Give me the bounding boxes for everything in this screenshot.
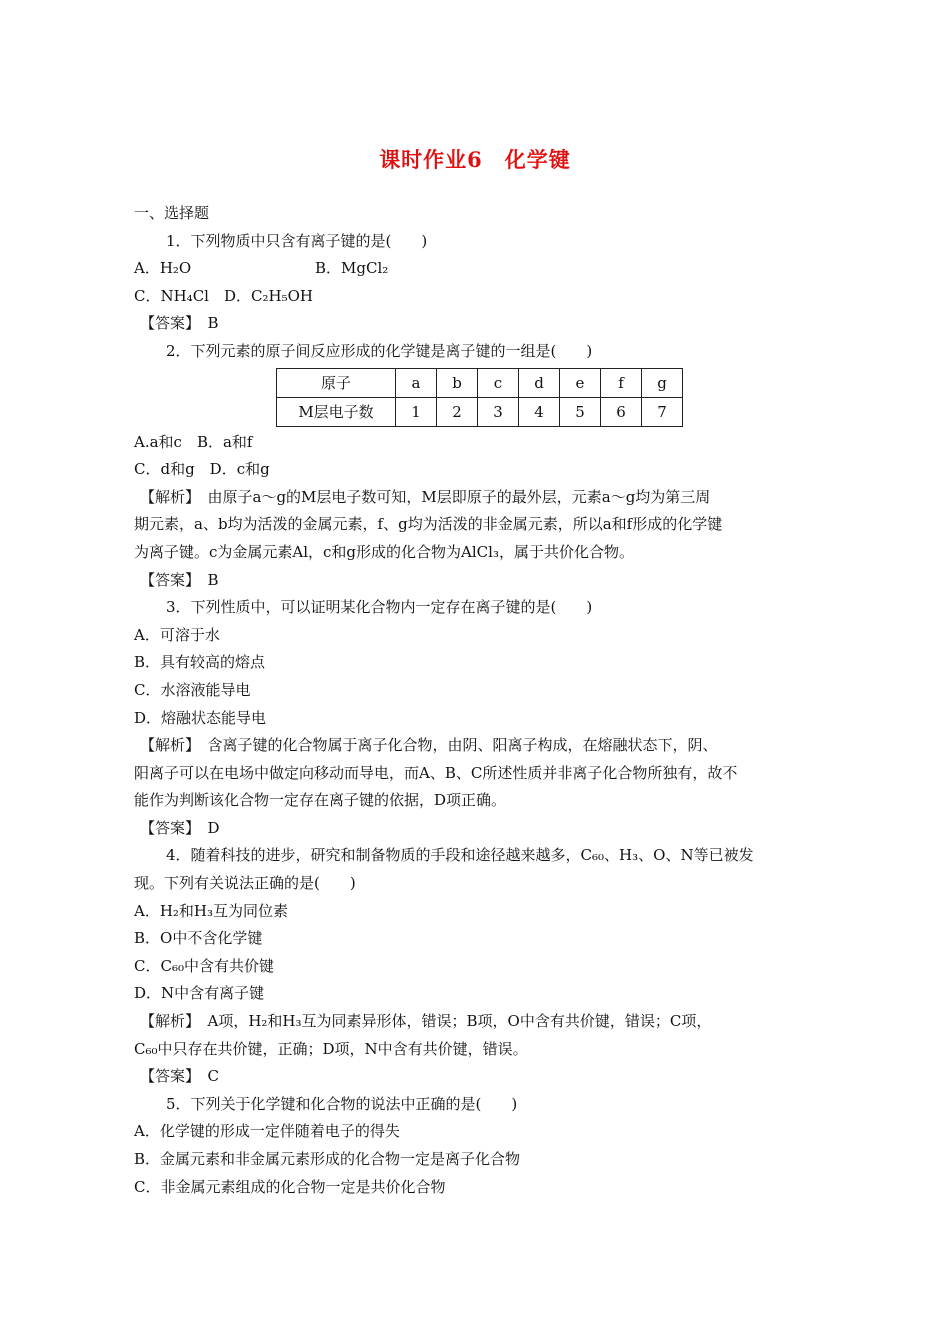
q5-option-a: A．化学键的形成一定伴随着电子的得失 — [134, 1122, 400, 1141]
table-cell: b — [437, 368, 478, 397]
q4-option-b: B．O中不含化学键 — [134, 929, 263, 948]
q1-options-cd: C．NH₄Cl D．C₂H₅OH — [134, 286, 313, 305]
table-cell: e — [560, 368, 601, 397]
q2-explanation-line-3: 为离子键。c为金属元素Al，c和g形成的化合物为AlCl₃，属于共价化合物。 — [134, 542, 634, 561]
q4-explanation-line-1: 【解析】 A项，H₂和H₃互为同素异形体，错误；B项，O中含有共价键，错误；C项， — [140, 1012, 712, 1031]
q2-explanation-line-1: 【解析】 由原子a～g的M层电子数可知，M层即原子的最外层，元素a～g均为第三周 — [140, 487, 711, 506]
document-body — [134, 200, 824, 1201]
table-cell: f — [601, 368, 642, 397]
q4-option-c: C．C₆₀中含有共价键 — [134, 956, 274, 975]
table-header-cell: M层电子数 — [277, 397, 396, 426]
q4-option-d: D．N中含有离子键 — [134, 984, 265, 1003]
q3-option-c: C．水溶液能导电 — [134, 680, 251, 699]
table-header-cell: 原子 — [277, 368, 396, 397]
q5-option-b: B．金属元素和非金属元素形成的化合物一定是离子化合物 — [134, 1150, 521, 1168]
table-cell: 6 — [601, 397, 642, 426]
q3-stem: 3．下列性质中，可以证明某化合物内一定存在离子键的是( ) — [166, 598, 593, 617]
q2-table — [276, 368, 683, 427]
q3-answer: 【答案】 D — [140, 818, 220, 837]
q3-explanation-line-2: 阳离子可以在电场中做定向移动而导电，而A、B、C所述性质并非离子化合物所独有，故不 — [134, 763, 738, 782]
q5-option-c: C．非金属元素组成的化合物一定是共价化合物 — [134, 1177, 446, 1196]
table-cell: g — [642, 368, 683, 397]
q5-stem: 5．下列关于化学键和化合物的说法中正确的是( ) — [166, 1094, 518, 1113]
q1-options-ab — [134, 255, 824, 283]
table-cell: 5 — [560, 397, 601, 426]
q2-answer: 【答案】 B — [140, 570, 219, 589]
q4-answer: 【答案】 C — [140, 1067, 219, 1086]
q1-answer: 【答案】 B — [140, 314, 219, 333]
q2-explanation-line-2: 期元素，a、b均为活泼的金属元素，f、g均为活泼的非金属元素，所以a和f形成的化学键 — [134, 515, 723, 534]
q4-explanation-line-2: C₆₀中只存在共价键，正确；D项，N中含有共价键，错误。 — [134, 1039, 528, 1058]
q2-options-cd: C．d和g D．c和g — [134, 460, 270, 479]
table-cell: a — [396, 368, 437, 397]
q3-option-a: A．可溶于水 — [134, 625, 220, 644]
table-cell: 4 — [519, 397, 560, 426]
table-cell: d — [519, 368, 560, 397]
table-cell: 1 — [396, 397, 437, 426]
page-title: 课时作业6 化学键 — [379, 147, 571, 172]
q4-stem-line-2: 现。下列有关说法正确的是( ) — [134, 874, 356, 893]
table-row — [277, 397, 683, 426]
q4-option-a: A．H₂和H₃互为同位素 — [134, 901, 289, 920]
q3-option-d: D．熔融状态能导电 — [134, 708, 267, 727]
table-cell: c — [478, 368, 519, 397]
table-row — [277, 368, 683, 397]
table-cell: 3 — [478, 397, 519, 426]
q3-explanation-line-3: 能作为判断该化合物一定存在离子键的依据，D项正确。 — [134, 791, 507, 810]
q3-option-b: B．具有较高的熔点 — [134, 653, 266, 672]
table-cell: 2 — [437, 397, 478, 426]
q2-options-ab: A.a和c B．a和f — [134, 432, 253, 451]
q4-stem-line-1: 4．随着科技的进步，研究和制备物质的手段和途径越来越多，C₆₀、H₃、O、N等已被发 — [166, 846, 754, 865]
section-heading: 一、选择题 — [134, 204, 210, 222]
q2-stem: 2．下列元素的原子间反应形成的化学键是离子键的一组是( ) — [166, 341, 593, 360]
q3-explanation-line-1: 【解析】 含离子键的化合物属于离子化合物，由阴、阳离子构成，在熔融状态下，阴、 — [140, 736, 718, 755]
q1-stem: 1．下列物质中只含有离子键的是( ) — [166, 231, 428, 250]
table-cell: 7 — [642, 397, 683, 426]
q1-option-a: A．H₂O — [134, 259, 192, 278]
q1-option-b: B．MgCl₂ — [315, 259, 389, 278]
